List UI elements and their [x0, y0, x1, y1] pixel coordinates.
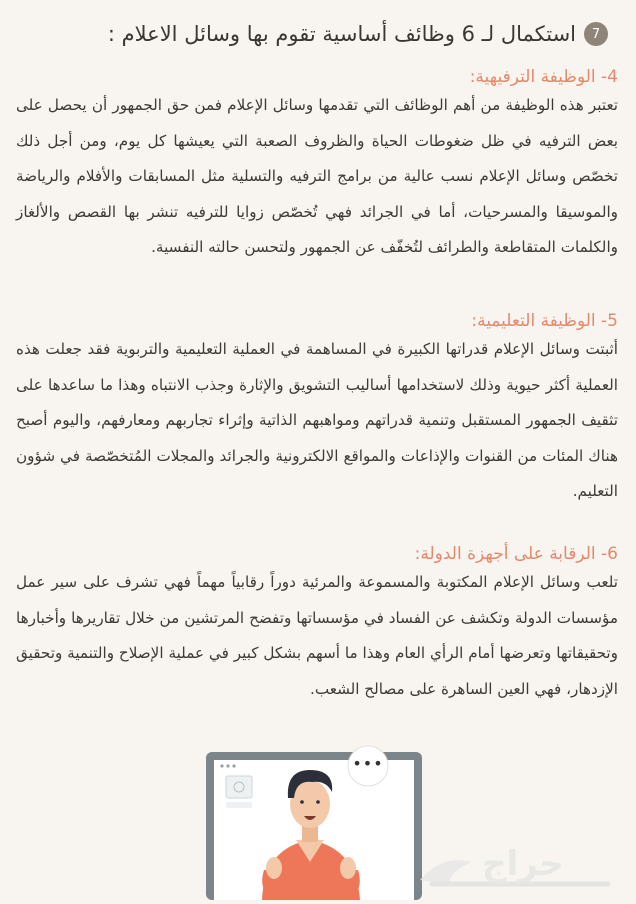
section-heading: 6- الرقابة على أجهزة الدولة:: [414, 544, 618, 564]
watermark-text: حراج: [482, 844, 564, 884]
section-body: أثبتت وسائل الإعلام قدراتها الكبيرة في المساهمة في العملية التعليمية والتربوية فقد جعلت هذه العملية أكثر حيوية وذلك لاستخدامها أساليب التشويق والإثارة وجذب الانتباه وهذا ما ساعدها على تثقيف الجمهور المستقبل وتنمية قدراتهم ومواهبهم الذاتية وإثراء تجاربهم ومعارفهم، واليوم أصبح هناك المئات من القنوات والإذاعات والمواقع الالكترونية والجرائد والمجلات المُتخصّصة في شؤون التعليم.: [16, 340, 618, 500]
section-body: تعتبر هذه الوظيفة من أهم الوظائف التي تقدمها وسائل الإعلام فمن حق الجمهور أن يحصل على بعض الترفيه في ظل ضغوطات الحياة والظروف الصعبة التي يعيشها كل يوم، ومن أجل ذلك تخصّص وسائل الإعلام نسب عالية من برامج الترفيه والتسلية مثل المسابقات والأفلام والرياضة والموسيقا والمسرحيات، أما في الجرائد فهي تُخصّص زوايا للترفيه تنشر بها القصص والألغاز والكلمات المتقاطعة والطرائف لتُخفّف عن الجمهور ولتحسن حالته النفسية.: [16, 96, 618, 256]
section-body: تلعب وسائل الإعلام المكتوبة والمسموعة والمرئية دوراً رقابياً مهماً فهي تشرف على سير عمل مؤسسات الدولة وتكشف عن الفساد في مؤسساتها وتفضح المرتشين من خلال تقاريرها وأخبارها وتحقيقاتها وتعرضها أمام الرأي العام وهذا ما أسهم بشكل كبير في عملية الإصلاح والتنمية وتحقيق الإزدهار، فهي العين الساهرة على مصالح الشعب.: [16, 573, 618, 698]
section-oversight: [16, 543, 618, 707]
title-row: [18, 22, 608, 46]
page-title: استكمال لـ 6 وظائف أساسية تقوم بها وسائل الاعلام :: [107, 22, 576, 46]
number-badge: 7: [584, 22, 608, 46]
man-speaking-on-screen-icon: [200, 740, 440, 900]
section-educational: [16, 310, 618, 510]
section-heading: 5- الوظيفة التعليمية:: [471, 311, 618, 331]
speech-bubble-dots: •••: [352, 754, 384, 773]
section-entertainment: [16, 66, 618, 266]
section-heading: 4- الوظيفة الترفيهية:: [469, 67, 618, 87]
haraj-logo-watermark: [412, 840, 628, 896]
